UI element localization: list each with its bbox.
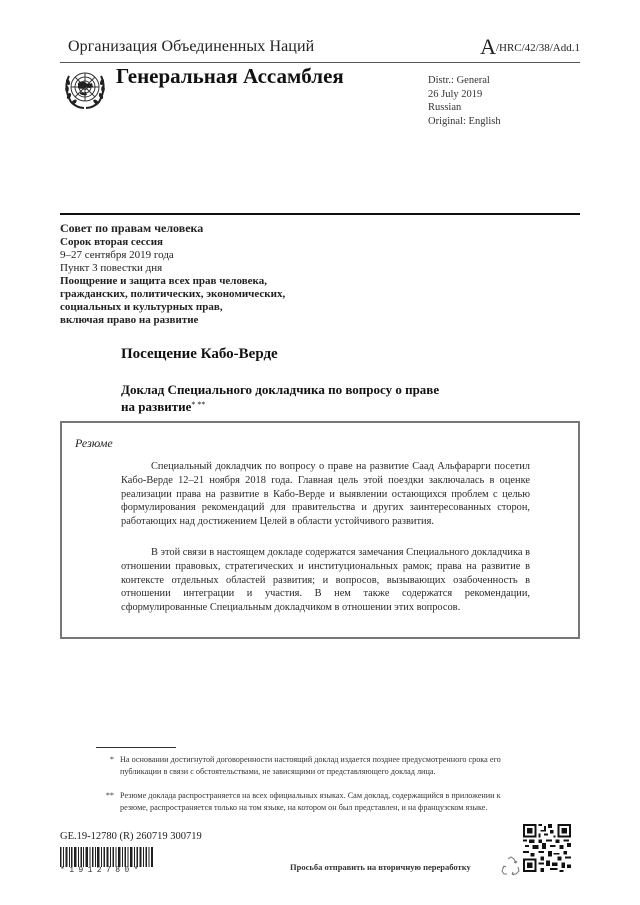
recycle-text: Просьба отправить на вторичную переработку — [290, 862, 471, 872]
barcode-icon — [60, 847, 154, 867]
symbol-rest: /HRC/42/38/Add.1 — [495, 42, 580, 54]
footnote-text: Резюме доклада распространяется на всех официальных языках. Сам доклад, содержащийся в приложении к резюме, распространяется только на том языке, на котором он был представлен, и на французском языке. — [120, 791, 501, 812]
document-date: 26 July 2019 — [428, 88, 483, 100]
footnote-mark: ** — [105, 791, 114, 800]
organization-name: Организация Объединенных Наций — [68, 38, 315, 55]
summary-paragraph: Специальный докладчик по вопросу о праве на развитие Саад Альфарарги посетил Кабо-Верде 12–21 ноября 2018 года. Главная цель этой поездки заключалась в оценке реализации права на развитие в Кабо-Верде и выявлении остающихся проблем с целью формулирования рекомендаций для правительства и других заинтересованных сторон, работающих над достижением Целей в области устойчивого развития. — [121, 461, 530, 528]
recycle-icon — [500, 855, 522, 877]
report-title — [121, 382, 441, 414]
assembly-title: Генеральная Ассамблея — [116, 64, 344, 88]
original-language: Original: English — [428, 115, 501, 127]
report-title-text: Доклад Специального докладчика по вопросу о праве на развитие — [121, 382, 440, 414]
document-language: Russian — [428, 102, 462, 113]
footnote-rule — [96, 747, 176, 748]
summary-label: Резюме — [75, 436, 113, 450]
session-block — [60, 222, 285, 327]
symbol-prefix: A — [480, 34, 496, 59]
summary-paragraph: В этой связи в настоящем докладе содержатся замечания Специального докладчика в отношении правовых, стратегических и институциональных рамок; права на развитие в контексте отдельных областей развития; и вопросов, вызывающих озабоченность в отношении интеграции и участия. В нем также содержатся рекомендации, сформулированные Специальным докладчиком в отношении этих вопросов. — [121, 547, 530, 614]
visit-title: Посещение Кабо-Верде — [121, 346, 278, 362]
distribution-block — [428, 74, 501, 128]
job-number: GE.19-12780 (R) 260719 300719 — [60, 831, 202, 842]
footnote-marks: * ** — [191, 400, 206, 409]
agenda-item: Пункт 3 повестки дня — [60, 262, 163, 274]
session-name: Сорок вторая сессия — [60, 236, 163, 248]
section-rule — [60, 213, 580, 215]
council-name: Совет по правам человека — [60, 221, 204, 235]
footnote-mark: * — [109, 755, 114, 764]
agenda-title-line: гражданских, политических, экономических, — [60, 288, 286, 300]
header-rule — [60, 62, 580, 63]
qr-code-icon — [523, 824, 571, 872]
agenda-title-line: Поощрение и защита всех прав человека, — [60, 275, 267, 287]
agenda-title-line: включая право на развитие — [60, 314, 199, 326]
agenda-title-line: социальных и культурных прав, — [60, 301, 223, 313]
distribution-type: Distr.: General — [428, 75, 490, 86]
footnote-text: На основании достигнутой договоренности настоящий доклад издается позднее предусмотренного срока его публикации в связи с обстоятельствами, не зависящими от представляющего доклад лица. — [120, 755, 501, 776]
un-emblem-icon — [62, 66, 108, 110]
footnote — [96, 754, 526, 778]
footnote — [96, 790, 526, 814]
barcode-number: *1912780* — [60, 866, 143, 875]
document-symbol — [480, 34, 580, 60]
session-dates: 9–27 сентября 2019 года — [60, 249, 174, 261]
